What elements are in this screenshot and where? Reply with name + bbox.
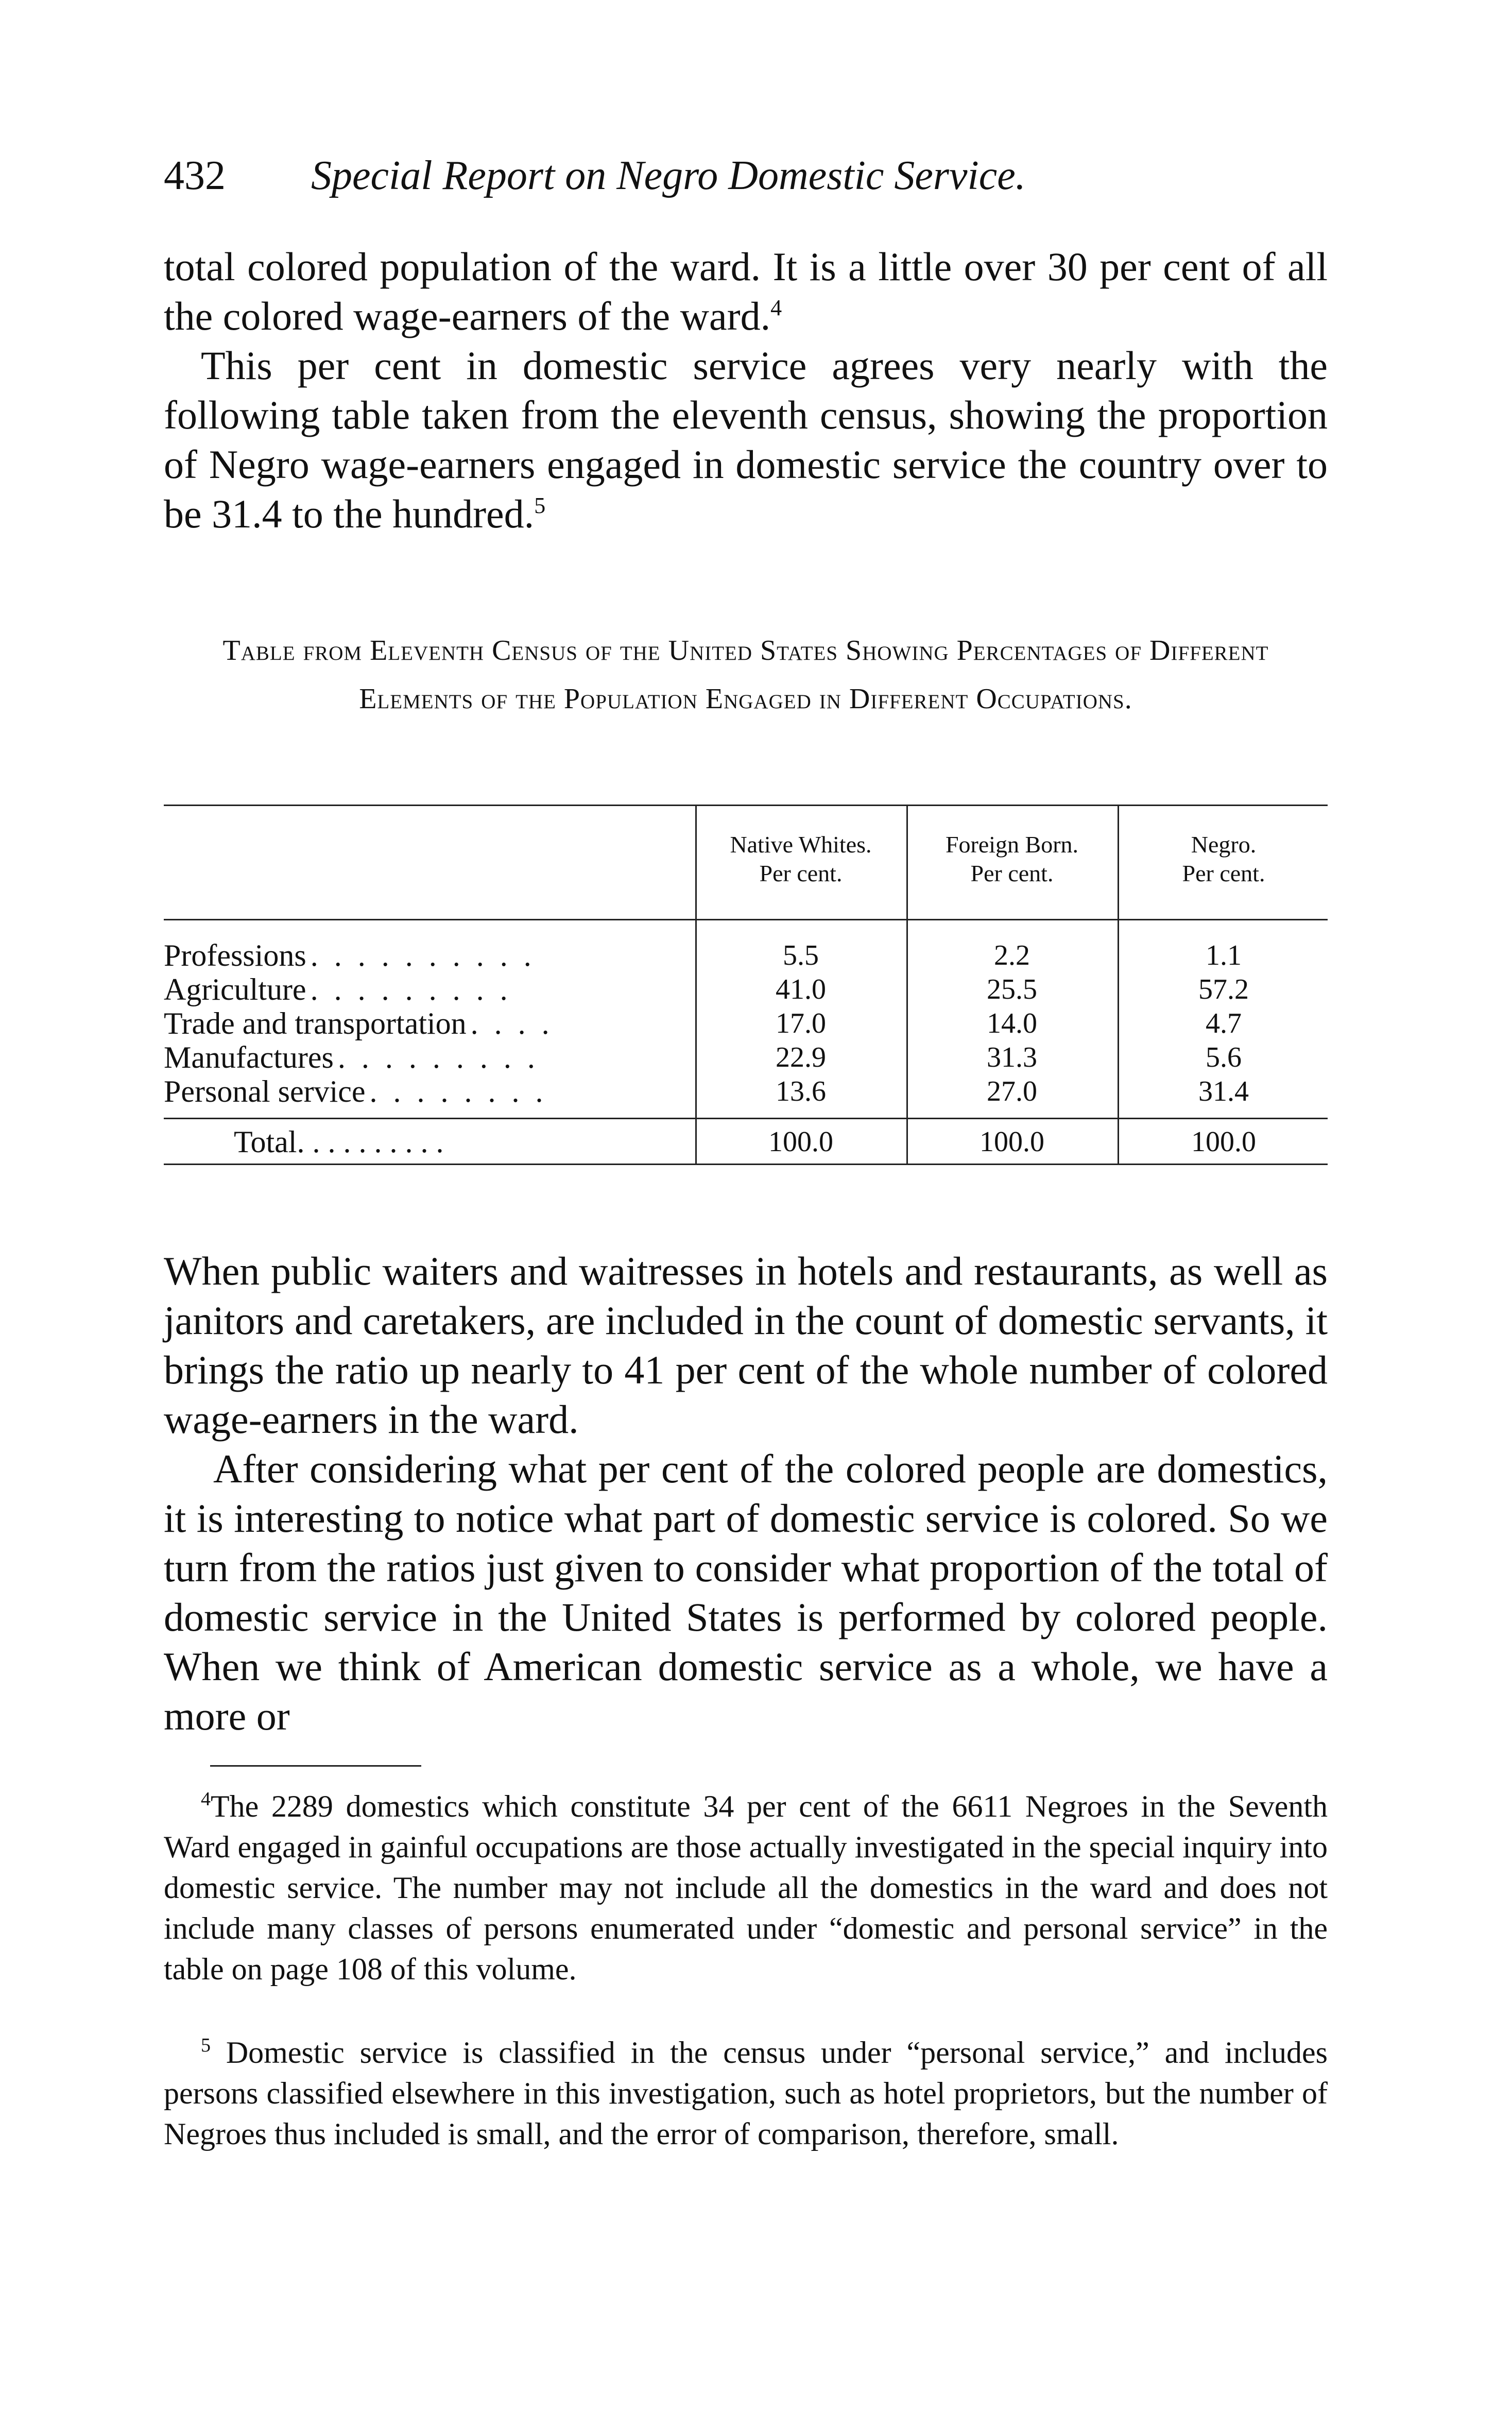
paragraph-3: When public waiters and waitresses in hotels and restaurants, as well as janitors and caretakers, are included in the count of domestic servants, it brings the ratio up nearly to 41 per cent of the whole number of colored wage-earners in the ward. bbox=[164, 1249, 1328, 1442]
column-header-native-whites bbox=[698, 830, 904, 888]
table-total-cell: 100.0 bbox=[768, 1126, 833, 1158]
table-total-cell: 100.0 bbox=[980, 1126, 1044, 1158]
paragraph-4: After considering what per cent of the colored people are domestics, it is interesting to notice what part of domestic service is colored. So we turn from the ratios just given to consider what proportion of the total of domestic service in the United States is performed by colored people. When we think of American domestic service as a whole, we have a more or bbox=[164, 1446, 1328, 1738]
table-caption: Table from Eleventh Census of the United States Showing Percentages of Different Elements of the Population Engaged in Different Occupations. bbox=[222, 635, 1269, 715]
table-cell: 17.0 bbox=[776, 1007, 826, 1039]
table-cell: 2.2 bbox=[994, 939, 1030, 971]
table-top-rule bbox=[164, 805, 1328, 806]
census-table bbox=[164, 805, 1328, 1165]
leader-dots: . . . . . . . . bbox=[369, 1074, 547, 1108]
paragraph-1-text: total colored population of the ward. It is a little over 30 per cent of all the colored wage-earners of the ward. bbox=[164, 244, 1328, 338]
row-label-personal-service bbox=[164, 1074, 684, 1108]
footnote-text: Domestic service is classified in the census under “personal service,” and includes persons classified elsewhere in this investigation, such as hotel proprietors, but the number of Negroes thus included is small, and the error of comparison, therefore, small. bbox=[164, 2036, 1328, 2151]
row-label-total bbox=[234, 1125, 682, 1159]
paragraph-1 bbox=[164, 242, 1328, 341]
table-cell: 13.6 bbox=[776, 1075, 826, 1107]
footnote-ref-4: 4 bbox=[770, 295, 782, 320]
running-head bbox=[164, 147, 1328, 204]
table-cell: 1.1 bbox=[1206, 939, 1242, 971]
table-cell: 31.3 bbox=[987, 1041, 1037, 1073]
table-cell: 41.0 bbox=[776, 973, 826, 1005]
page-number: 432 bbox=[164, 153, 226, 198]
column-header-line: Per cent. bbox=[970, 860, 1054, 886]
row-label-text: Personal service bbox=[164, 1074, 366, 1108]
table-cell: 4.7 bbox=[1206, 1007, 1242, 1039]
row-label-professions bbox=[164, 938, 684, 972]
column-divider-2 bbox=[906, 805, 908, 1165]
table-cell: 57.2 bbox=[1198, 973, 1249, 1005]
paragraph-2 bbox=[164, 341, 1328, 539]
column-header-line: Negro. bbox=[1191, 831, 1257, 858]
book-page bbox=[164, 0, 1328, 2411]
column-header-line: Per cent. bbox=[759, 860, 843, 886]
footnote-mark: 5 bbox=[201, 2034, 211, 2056]
leader-dots: . . . . . . . . . bbox=[337, 1040, 539, 1074]
paragraph-2-text: This per cent in domestic service agrees very nearly with the following table taken from the eleventh census, showing the proportion of Negro wage-earners engaged in domestic service the country over to be 31.4 to the hundred. bbox=[164, 343, 1328, 536]
footnote-text: The 2289 domestics which constitute 34 per cent of the 6611 Negroes in the Seventh Ward engaged in gainful occupations are those actually investigated in the special inquiry into domestic service. The number may not include all the domestics in the ward and does not include many classes of persons enumerated under “domestic and personal service” in the table on page 108 of this volume. bbox=[164, 1789, 1328, 1986]
table-cell: 5.6 bbox=[1206, 1041, 1242, 1073]
row-label-text: Total bbox=[234, 1125, 297, 1159]
row-label-agriculture bbox=[164, 972, 684, 1006]
footnote-4 bbox=[164, 1786, 1328, 1990]
table-bottom-rule bbox=[164, 1164, 1328, 1165]
column-header-negro bbox=[1121, 830, 1327, 888]
running-title: Special Report on Negro Domestic Service. bbox=[311, 153, 1026, 198]
table-cell: 5.5 bbox=[783, 939, 819, 971]
table-cell: 25.5 bbox=[987, 973, 1037, 1005]
table-cell: 31.4 bbox=[1198, 1075, 1249, 1107]
footnote-mark: 4 bbox=[201, 1788, 211, 1810]
row-label-text: Professions bbox=[164, 938, 306, 972]
row-label-text: Trade and transportation bbox=[164, 1006, 467, 1040]
leader-dots: . . . . . . . . . bbox=[310, 972, 512, 1006]
leader-dots: . . . . . . . . . . bbox=[297, 1125, 444, 1159]
row-label-text: Agriculture bbox=[164, 972, 306, 1006]
row-label-manufactures bbox=[164, 1040, 684, 1074]
table-total-cell: 100.0 bbox=[1191, 1126, 1256, 1158]
table-cell: 14.0 bbox=[987, 1007, 1037, 1039]
leader-dots: . . . . . . . . . . bbox=[310, 938, 536, 972]
column-header-line: Native Whites. bbox=[730, 831, 872, 858]
leader-dots: . . . . bbox=[470, 1006, 554, 1040]
table-cell: 22.9 bbox=[776, 1041, 826, 1073]
table-cell: 27.0 bbox=[987, 1075, 1037, 1107]
table-total-rule bbox=[164, 1118, 1328, 1119]
column-header-line: Per cent. bbox=[1182, 860, 1265, 886]
footnote-ref-5: 5 bbox=[534, 493, 546, 518]
column-divider-3 bbox=[1118, 805, 1119, 1165]
table-header-rule bbox=[164, 919, 1328, 920]
footnote-5 bbox=[164, 2032, 1328, 2154]
footnote-divider bbox=[210, 1765, 421, 1767]
column-header-line: Foreign Born. bbox=[945, 831, 1079, 858]
column-header-foreign-born bbox=[909, 830, 1115, 888]
column-divider-1 bbox=[695, 805, 697, 1165]
row-label-text: Manufactures bbox=[164, 1040, 334, 1074]
row-label-trade bbox=[164, 1006, 684, 1040]
